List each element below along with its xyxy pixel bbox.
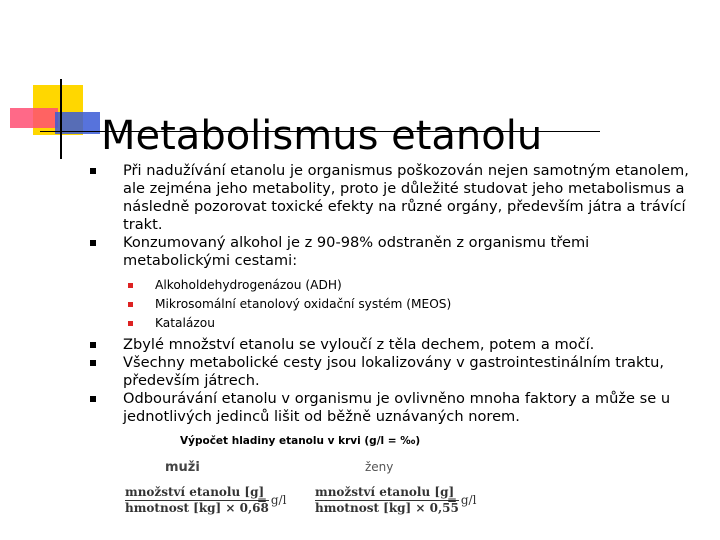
bullet-list: [90, 162, 700, 426]
list-item-text: Všechny metabolické cesty jsou lokalizovány v gastrointestinálním traktu, především játrech.: [123, 354, 665, 389]
male-numerator: množství etanolu [g]: [125, 485, 269, 501]
list-item: [90, 234, 700, 270]
list-item-text: Odbourávání etanolu v organismu je ovlivněno mnoha faktory a může se u jednotlivých jedinců lišit od běžně uznávaných norem.: [123, 390, 671, 425]
male-formula: [125, 485, 287, 515]
list-item-text: Při nadužívání etanolu je organismus poškozován nejen samotným etanolem, ale zejména jeho metabolity, proto je důležité studovat jeho metabolismus a následně pozorovat toxické efekty na různé orgány, především játra a trávící trakt.: [123, 162, 689, 233]
list-item-text: Konzumovaný alkohol je z 90-98% odstraněn z organismu třemi metabolickými cestami:: [123, 234, 590, 269]
female-denominator: hmotnost [kg] × 0,55: [315, 501, 459, 515]
male-result: = g/l: [257, 493, 287, 507]
list-item: [90, 336, 700, 354]
sub-bullet-icon: [128, 302, 133, 307]
formula-figure: [115, 435, 495, 523]
list-item: [90, 354, 700, 390]
sub-list-item: [90, 314, 700, 333]
list-item: [90, 390, 700, 426]
female-label: ženy: [365, 460, 394, 474]
male-denominator: hmotnost [kg] × 0,68: [125, 501, 269, 515]
figure-title: Výpočet hladiny etanolu v krvi (g/l = ‰): [180, 435, 421, 447]
sub-list-item-text: Alkoholdehydrogenázou (ADH): [155, 278, 342, 292]
sub-bullet-icon: [128, 321, 133, 326]
slide-title: Metabolismus etanolu: [101, 112, 543, 159]
sub-bullet-icon: [128, 283, 133, 288]
sub-list-item: [90, 276, 700, 295]
bullet-icon: [90, 396, 96, 402]
bullet-icon: [90, 240, 96, 246]
female-numerator: množství etanolu [g]: [315, 485, 459, 501]
sub-list-item: [90, 295, 700, 314]
bullet-icon: [90, 360, 96, 366]
list-item-text: Zbylé množství etanolu se vyloučí z těla dechem, potem a močí.: [123, 336, 595, 353]
list-item: [90, 162, 700, 234]
bullet-icon: [90, 168, 96, 174]
female-formula: [315, 485, 477, 515]
bullet-icon: [90, 342, 96, 348]
decor-vertical-line: [60, 79, 62, 159]
sub-list-item-text: Katalázou: [155, 316, 215, 330]
decor-red-bar: [10, 108, 58, 128]
female-result: = g/l: [447, 493, 477, 507]
sub-list-item-text: Mikrosomální etanolový oxidační systém (MEOS): [155, 297, 452, 311]
male-label: muži: [165, 460, 200, 475]
